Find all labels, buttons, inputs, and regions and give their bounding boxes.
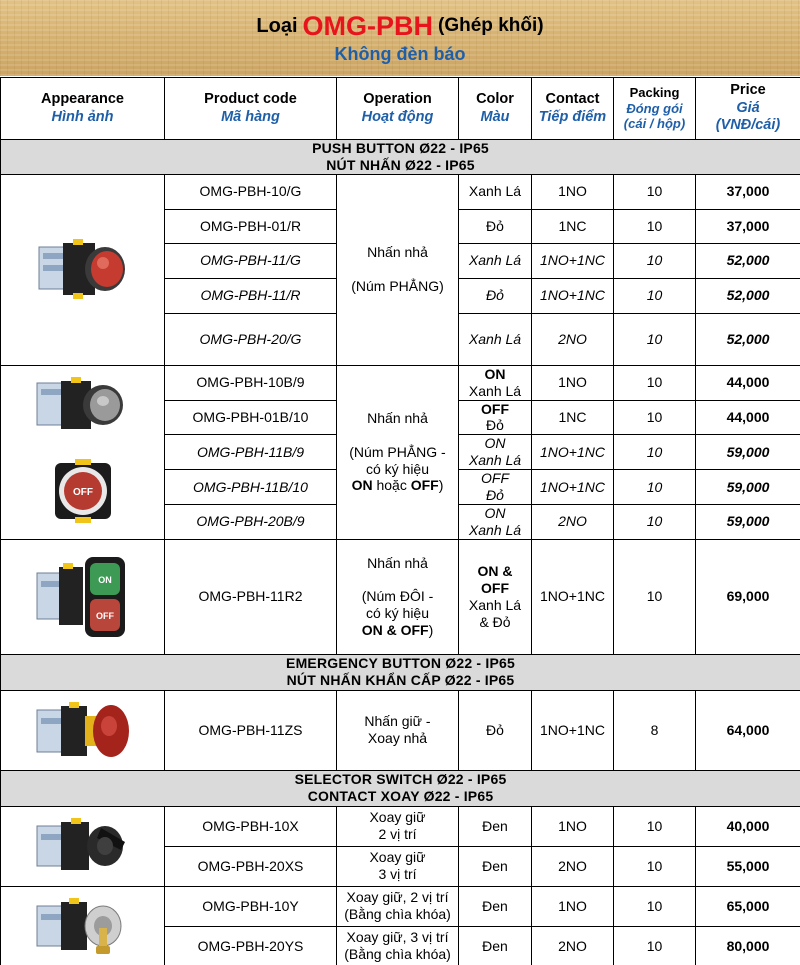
section-row — [1, 654, 800, 690]
price-cell: 52,000 — [696, 243, 800, 278]
product-image-symbol — [1, 365, 165, 539]
contact-cell: 1NO+1NC — [532, 435, 614, 470]
operation-double: Nhấn nhả (Núm ĐÔI - có ký hiệu ON & OFF) — [337, 539, 459, 654]
col-packing: Packing Đóng gói (cái / hộp) — [614, 78, 696, 140]
key-selector-switch-image — [33, 894, 133, 958]
col-appearance: Appearance Hình ảnh — [1, 78, 165, 140]
packing-cell: 10 — [614, 886, 696, 926]
color-cell: Đen — [459, 846, 532, 886]
contact-cell: 2NO — [532, 504, 614, 539]
packing-cell: 10 — [614, 806, 696, 846]
color-cell: Đỏ — [459, 690, 532, 770]
table-row — [1, 365, 800, 400]
subtitle: Không đèn báo — [334, 44, 466, 64]
packing-cell: 10 — [614, 313, 696, 365]
packing-cell: 10 — [614, 504, 696, 539]
contact-cell: 1NO+1NC — [532, 278, 614, 313]
contact-cell: 1NO — [532, 365, 614, 400]
off-label: OFF — [72, 487, 93, 499]
price-cell: 40,000 — [696, 806, 800, 846]
contact-cell: 1NO — [532, 174, 614, 209]
product-code: OMG-PBH-10B/9 — [165, 365, 337, 400]
packing-cell: 10 — [614, 278, 696, 313]
packing-cell: 10 — [614, 926, 696, 965]
price-cell: 52,000 — [696, 278, 800, 313]
contact-cell: 2NO — [532, 846, 614, 886]
packing-cell: 10 — [614, 400, 696, 435]
color-cell: Đen — [459, 806, 532, 846]
contact-cell: 1NC — [532, 209, 614, 243]
price-cell: 65,000 — [696, 886, 800, 926]
color-cell: Đỏ — [459, 278, 532, 313]
contact-cell: 1NO+1NC — [532, 539, 614, 654]
price-cell: 64,000 — [696, 690, 800, 770]
operation-symbol: Nhấn nhả (Núm PHẲNG - có ký hiệu ON hoặc OFF) — [337, 365, 459, 539]
operation-cell: Xoay giữ 2 vị trí — [337, 806, 459, 846]
packing-cell: 10 — [614, 435, 696, 470]
packing-cell: 10 — [614, 209, 696, 243]
color-cell: Đen — [459, 926, 532, 965]
title-banner — [0, 0, 800, 76]
product-code: OMG-PBH-10X — [165, 806, 337, 846]
color-cell: Xanh Lá — [459, 243, 532, 278]
col-contact: Contact Tiếp điểm — [532, 78, 614, 140]
color-cell: Xanh Lá — [459, 313, 532, 365]
packing-cell: 8 — [614, 690, 696, 770]
product-image-flat — [1, 174, 165, 365]
product-image-double — [1, 539, 165, 654]
double-push-button-image — [33, 555, 133, 639]
section-push-title: PUSH BUTTON Ø22 - IP65 NÚT NHẤN Ø22 - IP65 — [1, 140, 800, 175]
table-row — [1, 174, 800, 209]
section-selector-title: SELECTOR SWITCH Ø22 - IP65 CONTACT XOAY Ø22 - IP65 — [1, 770, 800, 806]
symbol-push-button-images — [33, 377, 133, 527]
title-line — [0, 8, 800, 44]
on-label: ON — [97, 574, 112, 585]
product-code: OMG-PBH-11B/9 — [165, 435, 337, 470]
col-operation: Operation Hoạt động — [337, 78, 459, 140]
contact-cell: 1NO — [532, 886, 614, 926]
operation-cell: Xoay giữ, 3 vị trí (Bằng chìa khóa) — [337, 926, 459, 965]
packing-cell: 10 — [614, 846, 696, 886]
product-code: OMG-PBH-20/G — [165, 313, 337, 365]
header-row — [1, 78, 800, 140]
contact-cell: 1NC — [532, 400, 614, 435]
section-emergency-title: EMERGENCY BUTTON Ø22 - IP65 NÚT NHẤN KHẨN CẤP Ø22 - IP65 — [1, 654, 800, 690]
color-cell: OFF Đỏ — [459, 400, 532, 435]
contact-cell: 1NO+1NC — [532, 690, 614, 770]
price-cell: 44,000 — [696, 400, 800, 435]
product-image-selector — [1, 806, 165, 886]
section-row — [1, 140, 800, 175]
table-row — [1, 690, 800, 770]
packing-cell: 10 — [614, 243, 696, 278]
price-cell: 80,000 — [696, 926, 800, 965]
title-suffix: (Ghép khối) — [438, 15, 544, 36]
packing-cell: 10 — [614, 174, 696, 209]
contact-cell: 1NO+1NC — [532, 470, 614, 505]
packing-cell: 10 — [614, 365, 696, 400]
color-cell: ON Xanh Lá — [459, 435, 532, 470]
price-table — [0, 77, 800, 965]
table-row — [1, 539, 800, 654]
price-cell: 69,000 — [696, 539, 800, 654]
product-code: OMG-PBH-20XS — [165, 846, 337, 886]
packing-cell: 10 — [614, 470, 696, 505]
color-cell: Đen — [459, 886, 532, 926]
color-cell: OFF Đỏ — [459, 470, 532, 505]
operation-cell: Xoay giữ, 2 vị trí (Bằng chìa khóa) — [337, 886, 459, 926]
contact-cell: 1NO — [532, 806, 614, 846]
price-cell: 52,000 — [696, 313, 800, 365]
price-cell: 59,000 — [696, 435, 800, 470]
table-row — [1, 886, 800, 926]
product-code: OMG-PBH-10/G — [165, 174, 337, 209]
price-cell: 37,000 — [696, 209, 800, 243]
operation-cell: Xoay giữ 3 vị trí — [337, 846, 459, 886]
title-prefix: Loại — [256, 14, 298, 37]
product-code: OMG-PBH-11ZS — [165, 690, 337, 770]
product-code: OMG-PBH-11B/10 — [165, 470, 337, 505]
color-cell: Xanh Lá — [459, 174, 532, 209]
product-code: OMG-PBH-10Y — [165, 886, 337, 926]
red-push-button-image — [33, 233, 133, 307]
product-image-key-selector — [1, 886, 165, 965]
product-code: OMG-PBH-01B/10 — [165, 400, 337, 435]
product-image-emergency — [1, 690, 165, 770]
product-code: OMG-PBH-11/G — [165, 243, 337, 278]
price-cell: 59,000 — [696, 504, 800, 539]
off-label: OFF — [95, 610, 114, 621]
product-code: OMG-PBH-11/R — [165, 278, 337, 313]
product-code: OMG-PBH-20B/9 — [165, 504, 337, 539]
col-color: Color Màu — [459, 78, 532, 140]
color-cell: Đỏ — [459, 209, 532, 243]
col-price: Price Giá (VNĐ/cái) — [696, 78, 800, 140]
price-cell: 55,000 — [696, 846, 800, 886]
price-cell: 59,000 — [696, 470, 800, 505]
product-code: OMG-PBH-11R2 — [165, 539, 337, 654]
operation-flat: Nhấn nhả (Núm PHẲNG) — [337, 174, 459, 365]
operation-emergency: Nhấn giữ - Xoay nhả — [337, 690, 459, 770]
contact-cell: 2NO — [532, 313, 614, 365]
contact-cell: 2NO — [532, 926, 614, 965]
packing-cell: 10 — [614, 539, 696, 654]
emergency-button-image — [33, 698, 133, 762]
col-code: Product code Mã hàng — [165, 78, 337, 140]
color-cell: ON Xanh Lá — [459, 365, 532, 400]
color-cell: ON & OFF Xanh Lá & Đỏ — [459, 539, 532, 654]
product-code: OMG-PBH-20YS — [165, 926, 337, 965]
table-row — [1, 806, 800, 846]
section-row — [1, 770, 800, 806]
contact-cell: 1NO+1NC — [532, 243, 614, 278]
product-code: OMG-PBH-01/R — [165, 209, 337, 243]
color-cell: ON Xanh Lá — [459, 504, 532, 539]
price-cell: 44,000 — [696, 365, 800, 400]
title-brand: OMG-PBH — [302, 10, 434, 41]
selector-switch-image — [33, 816, 133, 876]
price-cell: 37,000 — [696, 174, 800, 209]
